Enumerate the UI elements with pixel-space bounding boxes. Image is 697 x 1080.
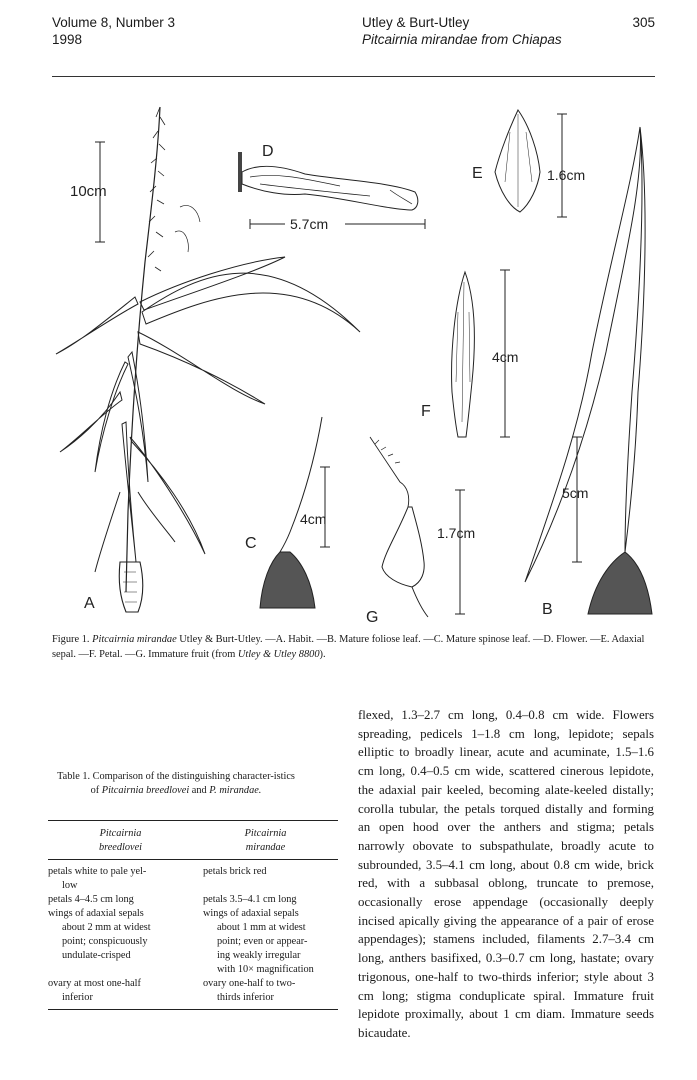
table-row (48, 893, 338, 907)
table-cell (193, 893, 338, 907)
table-caption (52, 770, 300, 798)
cell-line: inferior (62, 992, 93, 1003)
cell-line: ovary one-half to two- (203, 978, 296, 989)
journal-volume: Volume 8, Number 3 (52, 15, 176, 30)
figure-label-e: E (472, 165, 483, 182)
scale-bar-fruit (455, 490, 465, 614)
column-header-breedlovei (48, 827, 193, 855)
cell-line: with 10× magnification (217, 964, 314, 975)
table-caption-species-2: P. mirandae. (209, 785, 262, 796)
column-header-breedlovei-epithet: breedlovei (98, 842, 143, 853)
table-cell (48, 977, 193, 1005)
cell-line: point; even or appear- (217, 936, 308, 947)
scale-label-fruit: 1.7cm (437, 525, 476, 541)
cell-line: wings of adaxial sepals (203, 908, 299, 919)
table-row (48, 977, 338, 1005)
figure-caption (52, 632, 662, 662)
column-header-mirandae-genus: Pitcairnia (244, 828, 287, 839)
scale-bar-spinose-leaf (320, 467, 330, 547)
cell-line: petals white to pale yel- (48, 866, 147, 877)
cell-line: point; conspicuously (62, 936, 148, 947)
scale-label-sepal: 1.6cm (547, 167, 586, 183)
caption-lead: Figure 1. (52, 634, 90, 645)
table-row (48, 865, 338, 893)
table-cell (48, 893, 193, 907)
table-cell (48, 865, 193, 893)
figure-label-f: F (421, 403, 431, 420)
scale-label-petal: 4cm (492, 349, 519, 365)
comparison-table (48, 820, 338, 1010)
fruit-drawing (370, 437, 428, 617)
column-header-mirandae (193, 827, 338, 855)
caption-text: Utley & Burt-Utley. —A. Habit. —B. Mature foliose leaf. —C. Mature spinose leaf. —D. Flower. —E. Adaxial sepal. —F. Petal. —G. Immature fruit (from (52, 634, 645, 660)
figure-label-a: A (84, 595, 95, 612)
cell-line: wings of adaxial sepals (48, 908, 144, 919)
figure-label-g: G (366, 609, 379, 624)
description-paragraph: flexed, 1.3–2.7 cm long, 0.4–0.8 cm wide. Flowers spreading, pedicels 1–1.8 cm long, lepidote; sepals elliptic to broadly linear, acute and acuminate, 1.5–1.6 cm long, 0.4–0.5 cm wide, scattered cinerous lepidote, the adaxial pair keeled, becoming alate-keeled distally; corolla tubular, the petals torqued distally and forming an open hood over the anthers and stigma; petals narrowly obovate to subspathulate, broadly acute to subrounded, 3.5–4.1 cm long, about 0.8 cm wide, brick red, with a subbasal oblong, truncate to premose, occasionally erose appendage (occasionally deeply incised apically giving the appearance of a pair of erose appendages); stamens included, filaments 2.7–3.4 cm long, anthers basifixed, 0.3–0.7 cm long, hastate; ovary trigonous, one-half to two-thirds inferior; style about 3 cm long; stigma conduplicate spiral. Immature fruit lepidote proximally, about 1 cm diam. Immature seeds bicaudate. (358, 708, 654, 1040)
journal-year: 1998 (52, 32, 83, 47)
table-cell (193, 907, 338, 977)
header-rule (52, 76, 655, 77)
table-row (48, 907, 338, 977)
cell-line: low (62, 880, 78, 891)
scale-label-flower: 5.7cm (290, 216, 329, 232)
sepal-drawing (495, 110, 540, 212)
caption-source: Utley & Utley 8800 (237, 649, 320, 660)
column-header-breedlovei-genus: Pitcairnia (99, 828, 142, 839)
page-number: 305 (632, 15, 655, 30)
table-header-rule (48, 859, 338, 860)
table-cell (193, 865, 338, 893)
scale-label-foliose-leaf: 5cm (562, 485, 589, 501)
cell-line: ovary at most one-half (48, 978, 141, 989)
figure-label-b: B (542, 601, 553, 618)
table-caption-lead: Table 1. Comparison of the distinguishing character-istics of (57, 771, 295, 796)
caption-end: ). (319, 649, 326, 660)
cell-line: petals 3.5–4.1 cm long (203, 894, 297, 905)
scale-bar-sepal (557, 114, 567, 217)
cell-line: thirds inferior (217, 992, 274, 1003)
botanical-figure (40, 92, 670, 624)
table-caption-and: and (189, 785, 210, 796)
cell-line: petals 4–4.5 cm long (48, 894, 134, 905)
caption-species: Pitcairnia mirandae (92, 634, 177, 645)
flower-drawing (238, 152, 418, 210)
table-header (48, 821, 338, 859)
scale-bar-flower (250, 219, 425, 229)
cell-line: undulate-crisped (62, 950, 131, 961)
running-short-title: Pitcairnia mirandae from Chiapas (362, 32, 562, 47)
scale-label-habit: 10cm (70, 183, 107, 200)
figure-label-d: D (262, 143, 274, 160)
column-header-mirandae-epithet: mirandae (245, 842, 286, 853)
table-caption-species-1: Pitcairnia breedlovei (101, 785, 190, 796)
table-cell (193, 977, 338, 1005)
table-cell (48, 907, 193, 977)
petal-drawing (452, 272, 475, 437)
table-bottom-rule (48, 1009, 338, 1010)
cell-line: about 1 mm at widest (217, 922, 306, 933)
running-authors: Utley & Burt-Utley (362, 15, 470, 30)
scale-label-spinose-leaf: 4cm (300, 511, 327, 527)
journal-issue (52, 14, 175, 48)
foliose-leaf-drawing (525, 127, 652, 614)
cell-line: about 2 mm at widest (62, 922, 151, 933)
cell-line: petals brick red (203, 866, 267, 877)
figure-label-c: C (245, 535, 257, 552)
cell-line: ing weakly irregular (217, 950, 301, 961)
running-title (362, 14, 562, 48)
